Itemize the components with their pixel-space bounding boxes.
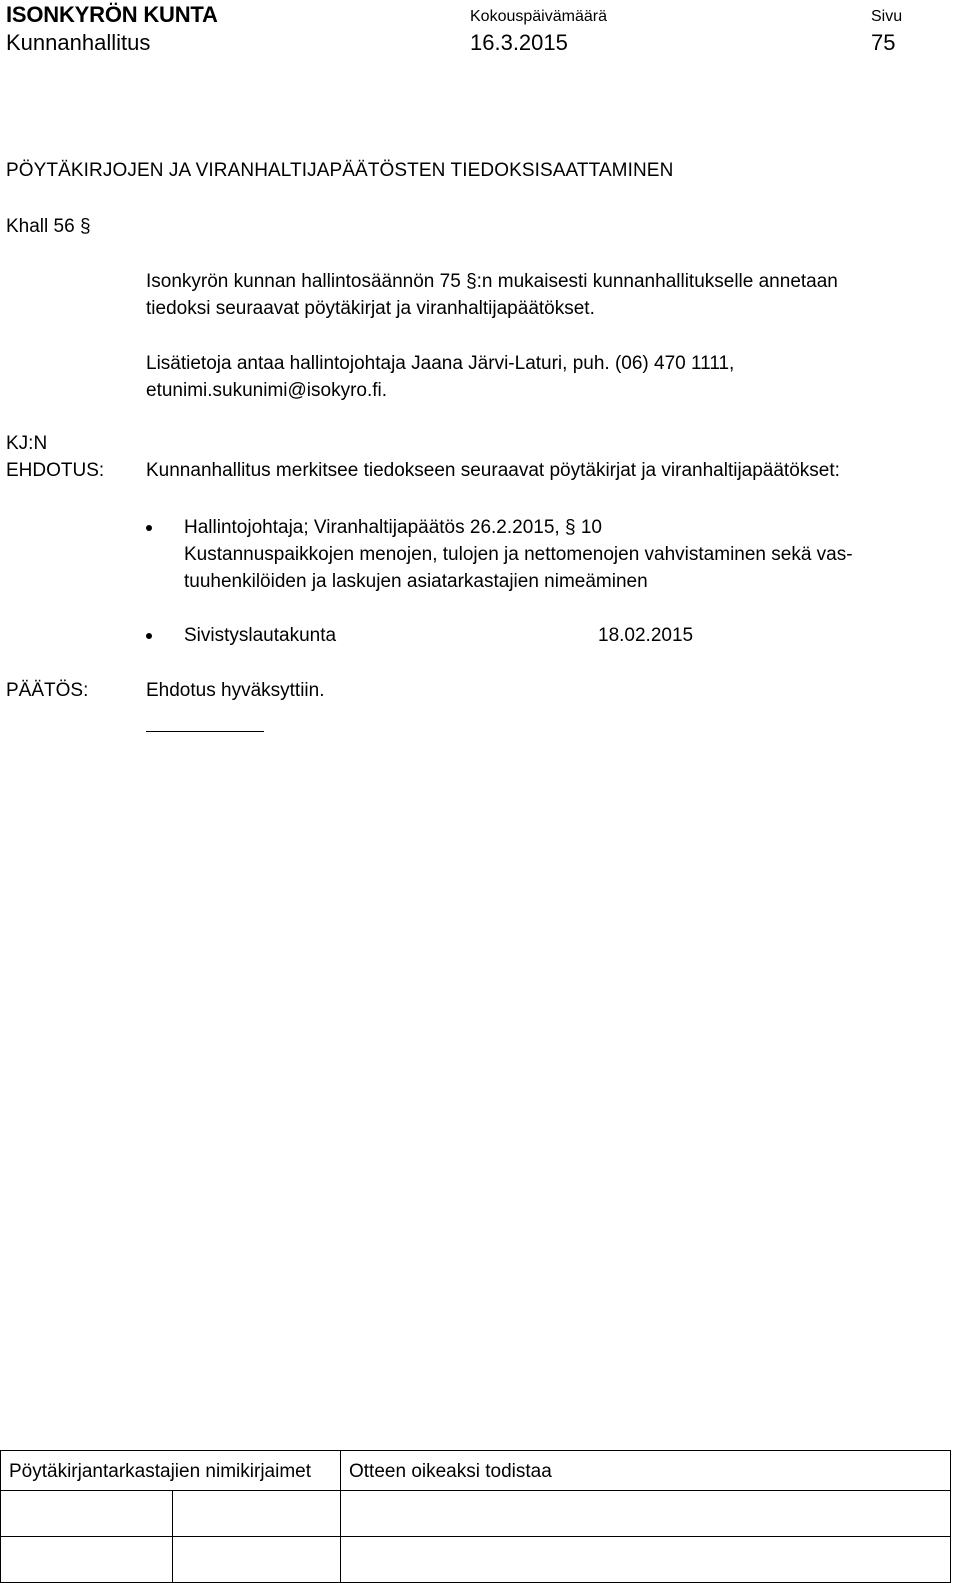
contact-line: Lisätietoja antaa hallintojohtaja Jaana Järvi-Laturi, puh. (06) 470 1111, — [146, 353, 735, 374]
bullet-icon — [146, 525, 152, 531]
list-item-line: Hallintojohtaja; Viranhaltijapäätös 26.2.2015, § 10 — [184, 517, 602, 538]
certification-cell — [341, 1537, 951, 1583]
bullet-icon — [146, 633, 152, 639]
end-rule — [146, 731, 264, 732]
proposal-label-line: EHDOTUS: — [6, 460, 105, 481]
certification-cell — [341, 1491, 951, 1537]
intro-line: tiedoksi seuraavat pöytäkirjat ja viranhaltijapäätökset. — [146, 298, 595, 319]
signature-cell — [173, 1537, 341, 1583]
signature-cell — [173, 1491, 341, 1537]
organization-name: ISONKYRÖN KUNTA — [6, 2, 218, 27]
document-title: PÖYTÄKIRJOJEN JA VIRANHALTIJAPÄÄTÖSTEN TIEDOKSISAATTAMINEN — [6, 160, 674, 181]
meeting-date-label: Kokouspäivämäärä — [470, 8, 607, 25]
intro-paragraph — [146, 268, 838, 322]
signatures-label: Pöytäkirjantarkastajien nimikirjaimet — [1, 1451, 341, 1491]
page-label: Sivu — [871, 8, 903, 25]
signature-cell — [1, 1491, 173, 1537]
section-number: Khall 56 § — [6, 216, 91, 237]
meeting-date: 16.3.2015 — [470, 30, 568, 55]
list-item-line: tuuhenkilöiden ja laskujen asiatarkastajien nimeäminen — [184, 571, 648, 592]
proposal-label-line: KJ:N — [6, 433, 48, 454]
signature-table — [0, 1450, 951, 1583]
page-number: 75 — [871, 30, 896, 55]
decision-label: PÄÄTÖS: — [6, 680, 89, 701]
contact-paragraph — [146, 350, 734, 404]
decision-text: Ehdotus hyväksyttiin. — [146, 680, 325, 701]
list-item-name: Sivistyslautakunta — [184, 625, 337, 646]
proposal-text: Kunnanhallitus merkitsee tiedokseen seuraavat pöytäkirjat ja viranhaltijapäätökset: — [146, 460, 840, 481]
contact-email: etunimi.sukunimi@isokyro.fi. — [146, 380, 388, 401]
certified-label: Otteen oikeaksi todistaa — [341, 1451, 951, 1491]
list-item-line: Kustannuspaikkojen menojen, tulojen ja nettomenojen vahvistaminen sekä vas- — [184, 544, 853, 565]
list-item-date: 18.02.2015 — [598, 625, 694, 646]
intro-line: Isonkyrön kunnan hallintosäännön 75 §:n mukaisesti kunnanhallitukselle annetaan — [146, 271, 838, 292]
signature-cell — [1, 1537, 173, 1583]
proposal-label — [6, 430, 104, 484]
body-name: Kunnanhallitus — [6, 30, 151, 55]
